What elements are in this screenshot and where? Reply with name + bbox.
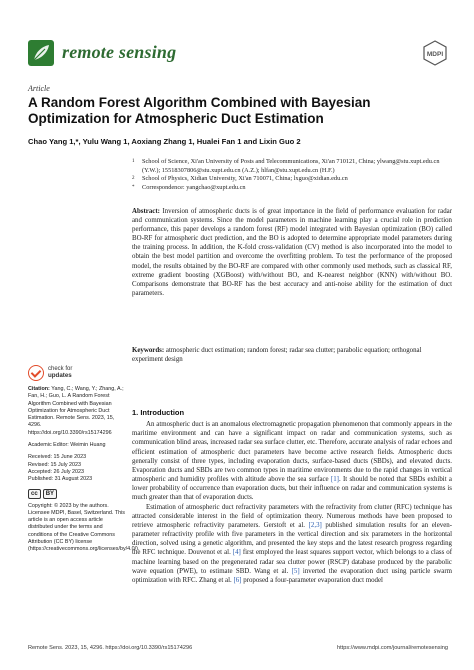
dates-block: [28, 454, 126, 483]
correspondence: * Correspondence: yangchao@xupt.edu.cn: [132, 183, 246, 191]
academic-editor: Academic Editor: Weimin Huang: [28, 442, 106, 449]
keywords-text: atmospheric duct estimation; random forest; radar sea clutter; parabolic equation; orthogonal experiment design: [132, 347, 422, 364]
svg-text:MDPI: MDPI: [426, 51, 444, 58]
intro-paragraph-2: Estimation of atmospheric duct refractivity parameters with the refractivity from clutter (RFC) technique has attracted considerable interest in the field of optimization theory. Numerous methods have been proposed to retrieve atmospheric refractivity parameters. Gerstoft et al. [2,3] published simulation results for an eleven-parameter refractivity profile with five parameters in the vertical direction and six parameters in the horizontal direction, solved using a genetic algorithm, and presented the key steps and the latest research progress regarding the RFC technique. Douvenot et al. [4] first employed the least squares support vector, which belongs to a class of machine learning based on the pregenerated radar sea clutter power (RSCP) database produced by the parabolic wave equation (PWE), to estimate SBD. Wang et al. [5] inverted the evaporation duct using particle swarm optimization with RFC. Zhang et al. [6] proposed a four-parameter evaporation duct model: [132, 503, 453, 584]
article-title: A Random Forest Algorithm Combined with Bayesian Optimization for Atmospheric Duct Estimation: [28, 95, 371, 126]
keywords: [132, 346, 452, 364]
author-list: Chao Yang 1,*, Yulu Wang 1, Aoxiang Zhang 1, Hualei Fan 1 and Lixin Guo 2: [28, 137, 301, 146]
abstract-text: Inversion of atmospheric ducts is of great importance in the field of performance evaluation for radar and communication systems. Since the model parameters in machine learning play a crucial role in prediction performance, this paper develops a random forest (RF) model integrated with Bayesian optimization (BO) called BO-RF for atmospheric duct prediction, and the BO is adopted to determine appropriate model parameters during the training process. In addition, the K-fold cross-validation (CV) method is also incorporated into the model to obtain the best model partition and overcome the overfitting problem. To test the performance of the proposed model, the results obtained by the BO-RF are compared with other commonly used methods, such as classical RF, extreme gradient boosting (XGBoost) with/without BO, and K-nearest neighbor (KNN) with/without BO. Comparisons demonstrate that BO-RF has the best accuracy and anti-noise ability for the estimation of duct parameters.: [132, 208, 452, 297]
keywords-label: Keywords:: [132, 347, 165, 354]
journal-name: remote sensing: [62, 42, 177, 62]
citation-block: Citation: Yang, C.; Wang, Y.; Zhang, A.; Fan, H.; Guo, L. A Random Forest Algorithm Combined with Bayesian Optimization for Atmospheric Duct Estimation. Remote Sens. 2023, 15, 4296. https://doi.org/10.3390/rs15174296: [28, 386, 124, 436]
date-received: Received: 15 June 2023: [28, 454, 87, 461]
footer-citation: Remote Sens. 2023, 15, 4296. https://doi.org/10.3390/rs15174296: [28, 645, 193, 651]
check-for-updates-button[interactable]: [28, 365, 126, 381]
affiliations: [132, 158, 452, 192]
citation-link[interactable]: [2,3]: [308, 521, 322, 529]
by-icon: BY: [43, 489, 57, 499]
check-updates-line2: updates: [48, 372, 72, 379]
citation-link[interactable]: [5]: [291, 567, 300, 575]
journal-header: [28, 38, 448, 68]
affiliation-2: 2 School of Physics, Xidian University, Xi'an 710071, China; lxguo@xidian.edu.cn: [132, 175, 348, 183]
introduction-section: [132, 408, 452, 585]
date-revised: Revised: 15 July 2023: [28, 461, 82, 468]
footer-journal-link[interactable]: https://www.mdpi.com/journal/remotesensing: [337, 645, 448, 651]
journal-leaf-icon: [28, 40, 54, 66]
abstract: [132, 207, 452, 298]
check-updates-line1: check for: [48, 366, 73, 373]
sidebar: [28, 365, 140, 559]
citation-link[interactable]: [6]: [233, 576, 242, 584]
copyright-notice: Copyright: © 2023 by the authors. Licensee MDPI, Basel, Switzerland. This article is an open access article distributed under the terms and conditions of the Creative Commons Attribution (CC BY) license (https://creativecommons.org/licenses/by/4.0/).: [28, 502, 140, 553]
cc-license-badge[interactable]: [28, 489, 126, 499]
article-type: Article: [28, 84, 50, 93]
cc-icon: cc: [28, 489, 41, 499]
citation-link[interactable]: [4]: [232, 549, 241, 557]
page-footer: [28, 645, 448, 651]
citation-link[interactable]: [1]: [330, 476, 339, 484]
date-accepted: Accepted: 26 July 2023: [28, 468, 85, 475]
date-published: Published: 31 August 2023: [28, 476, 93, 483]
intro-paragraph-1: An atmospheric duct is an anomalous electromagnetic propagation phenomenon that commonly appears in the maritime environment and can have a significant impact on radar and communication systems, such as communication blind areas, increased radar sea surface clutter, etc. Therefore, accurate analysis of radar echoes and efficient estimation of atmospheric duct parameters have become active research fields. Atmospheric ducts generally consist of three types, including evaporation ducts, surface-based ducts (SBDs), and elevated ducts. Evaporation ducts and SBDs are two common types in maritime environments due to the rapid changes in vertical atmospheric and humidity profiles with altitude above the sea surface [1]. It should be noted that SBDs exhibit a lower probability of occurrence than evaporation ducts, but their influence on radar and communication systems is much greater than that of evaporation ducts.: [132, 421, 452, 502]
section-heading: 1. Introduction: [132, 408, 185, 417]
check-updates-icon: [28, 365, 44, 381]
mdpi-logo[interactable]: [422, 40, 448, 66]
abstract-label: Abstract:: [132, 208, 160, 215]
affiliation-1: 1 School of Science, Xi'an University of Posts and Telecommunications, Xi'an 710121, China; ylwang@stu.xupt.edu.cn (Y.W.); 15518307806@stu.xupt.edu.cn (A.Z.); hlfan@stu.xupt.edu.cn (H.F.): [132, 158, 440, 174]
